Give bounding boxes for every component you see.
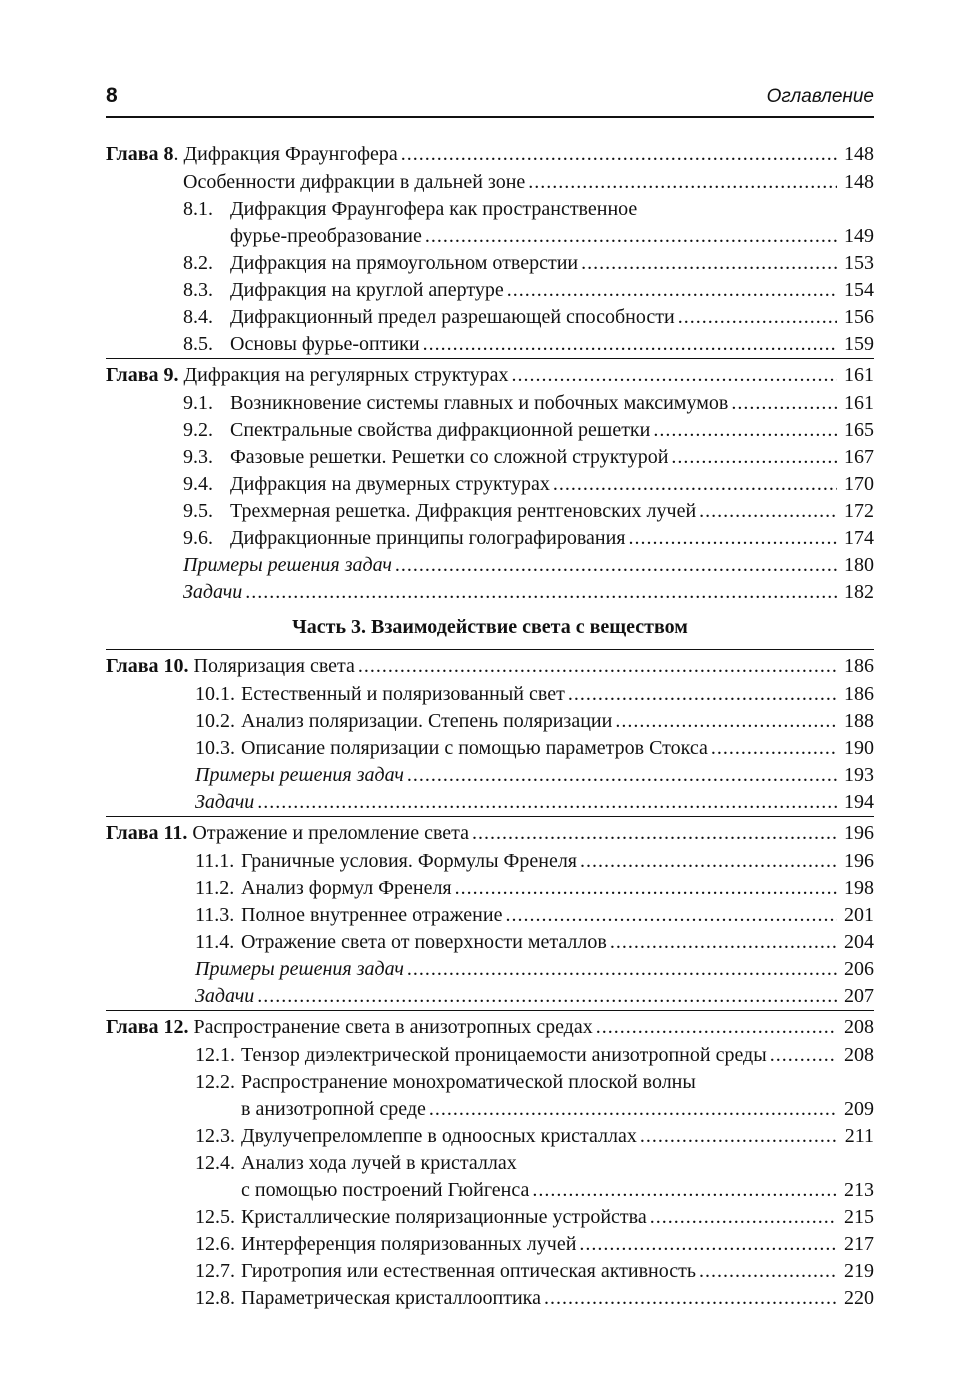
page-ref: 148: [844, 171, 874, 193]
entry-title: Полное внутреннее отражение: [241, 904, 503, 926]
page-ref: 186: [844, 683, 874, 705]
page-ref: 193: [844, 764, 874, 786]
dot-leader: [505, 902, 837, 929]
dot-leader: [699, 498, 837, 525]
entry-title: Анализ поляризации. Степень поляризации: [241, 710, 613, 732]
dot-leader: [528, 169, 837, 196]
section-number: 12.7.: [195, 1260, 235, 1282]
chapter-12-entry[interactable]: [106, 1011, 874, 1042]
toc-entry[interactable]: [106, 1042, 874, 1069]
page-ref: 154: [844, 279, 874, 301]
entry-title: Дифракционные принципы голографирования: [230, 527, 626, 549]
page-ref: 215: [844, 1206, 874, 1228]
entry-title: Анализ хода лучей в кристаллах: [241, 1152, 517, 1174]
section-number: 10.2.: [195, 710, 235, 732]
chapter-label: Глава 12.: [106, 1016, 189, 1038]
toc-entry[interactable]: [106, 1285, 874, 1312]
section-number: 12.1.: [195, 1044, 235, 1066]
page-ref: 204: [844, 931, 874, 953]
toc-entry-continued[interactable]: [106, 1096, 874, 1123]
chapter-label: Глава 9.: [106, 364, 179, 386]
dot-leader: [699, 1258, 837, 1285]
entry-title: Особенности дифракции в дальней зоне: [183, 171, 526, 193]
page-ref: 170: [844, 473, 874, 495]
section-number: 12.6.: [195, 1233, 235, 1255]
dot-leader: [596, 1013, 837, 1042]
toc-entry-problems[interactable]: [106, 983, 874, 1010]
toc-entry[interactable]: [106, 277, 874, 304]
dot-leader: [553, 471, 837, 498]
dot-leader: [629, 525, 837, 552]
page-ref: 209: [844, 1098, 874, 1120]
running-head: Оглавление: [766, 86, 874, 107]
page-ref: 153: [844, 252, 874, 274]
entry-title: Задачи: [195, 791, 255, 813]
toc-entry[interactable]: [106, 525, 874, 552]
page-ref: 213: [844, 1179, 874, 1201]
page-ref: 188: [844, 710, 874, 732]
page-ref: 161: [844, 364, 874, 386]
toc-entry[interactable]: [106, 875, 874, 902]
dot-leader: [579, 1231, 837, 1258]
entry-title: Распространение монохроматической плоской волны: [241, 1071, 696, 1093]
page-ref: 190: [844, 737, 874, 759]
section-number: 8.1.: [183, 198, 213, 220]
dot-leader: [640, 1123, 837, 1150]
section-number: 12.3.: [195, 1125, 235, 1147]
entry-title: Дифракция Фраунгофера как пространственное: [230, 198, 638, 220]
entry-title: Фазовые решетки. Решетки со сложной структурой: [230, 446, 669, 468]
dot-leader: [671, 444, 837, 471]
section-number: 8.5.: [183, 333, 213, 355]
section-number: 11.4.: [195, 931, 235, 953]
section-number: 12.5.: [195, 1206, 235, 1228]
entry-title: Задачи: [195, 985, 255, 1007]
toc-entry[interactable]: [106, 681, 874, 708]
chapter-title: . Дифракция Фраунгофера: [173, 143, 398, 165]
entry-title: Гиротропия или естественная оптическая активность: [241, 1260, 696, 1282]
dot-leader: [512, 361, 837, 390]
toc-entry[interactable]: [106, 1231, 874, 1258]
dot-leader: [711, 735, 837, 762]
toc-entry[interactable]: [106, 471, 874, 498]
chapter-11-entry[interactable]: [106, 817, 874, 848]
dot-leader: [581, 250, 837, 277]
chapter-title: Дифракция на регулярных структурах: [178, 364, 509, 386]
chapter-title: Отражение и преломление света: [187, 822, 470, 844]
dot-leader: [610, 929, 837, 956]
page-ref: 159: [844, 333, 874, 355]
toc-entry-problems[interactable]: [106, 579, 874, 606]
toc-entry[interactable]: [106, 1150, 874, 1177]
toc-entry-examples[interactable]: [106, 552, 874, 579]
dot-leader: [472, 819, 837, 848]
page-ref: 206: [844, 958, 874, 980]
toc-entry[interactable]: [106, 1069, 874, 1096]
toc-entry[interactable]: [106, 304, 874, 331]
section-number: 9.1.: [183, 392, 213, 414]
page-ref: 211: [844, 1125, 874, 1147]
page-ref: 217: [844, 1233, 874, 1255]
dot-leader: [455, 875, 837, 902]
section-number: 12.4.: [195, 1152, 235, 1174]
dot-leader: [407, 956, 837, 983]
dot-leader: [358, 652, 837, 681]
entry-title: Естественный и поляризованный свет: [241, 683, 565, 705]
entry-title: Граничные условия. Формулы Френеля: [241, 850, 577, 872]
section-number: 8.4.: [183, 306, 213, 328]
entry-title: Примеры решения задач: [195, 764, 404, 786]
dot-leader: [653, 417, 837, 444]
page-ref: 201: [844, 904, 874, 926]
chapter-9: [106, 358, 874, 606]
chapter-8-entry[interactable]: [106, 138, 874, 169]
toc-entry[interactable]: [106, 708, 874, 735]
page-ref: 165: [844, 419, 874, 441]
page-ref: 186: [844, 655, 874, 677]
section-number: 9.5.: [183, 500, 213, 522]
chapter-11: [106, 816, 874, 1010]
toc-entry-continued[interactable]: [106, 1177, 874, 1204]
entry-title: Описание поляризации с помощью параметров Стокса: [241, 737, 708, 759]
dot-leader: [507, 277, 837, 304]
dot-leader: [257, 789, 837, 816]
entry-title: Тензор диэлектрической проницаемости анизотропной среды: [241, 1044, 767, 1066]
chapter-title: Поляризация света: [188, 655, 355, 677]
section-number: 8.3.: [183, 279, 213, 301]
entry-title: Интерференция поляризованных лучей: [241, 1233, 577, 1255]
page-ref: 182: [844, 581, 874, 603]
chapter-8: [106, 138, 874, 358]
section-number: 9.4.: [183, 473, 213, 495]
toc-entry[interactable]: [106, 929, 874, 956]
dot-leader: [615, 708, 837, 735]
page-ref: 148: [844, 143, 874, 165]
dot-leader: [245, 579, 837, 606]
page-ref: 208: [844, 1044, 874, 1066]
page-ref: 172: [844, 500, 874, 522]
section-number: 9.3.: [183, 446, 213, 468]
page-ref: 194: [844, 791, 874, 813]
toc-entry-continued[interactable]: [106, 223, 874, 250]
dot-leader: [544, 1285, 837, 1312]
chapter-10: [106, 649, 874, 816]
toc-entry[interactable]: [106, 1123, 874, 1150]
entry-title: Основы фурье-оптики: [230, 333, 420, 355]
chapter-9-entry[interactable]: [106, 359, 874, 390]
entry-title: Двулучепреломлеппе в одноосных кристаллах: [241, 1125, 637, 1147]
toc-entry[interactable]: [106, 498, 874, 525]
entry-title: Дифракция на прямоугольном отверстии: [230, 252, 579, 274]
section-number: 9.6.: [183, 527, 213, 549]
toc-entry-examples[interactable]: [106, 956, 874, 983]
entry-title-cont: с помощью построений Гюйгенса: [241, 1179, 530, 1201]
entry-title: Возникновение системы главных и побочных максимумов: [230, 392, 729, 414]
section-number: 10.3.: [195, 737, 235, 759]
page-ref: 156: [844, 306, 874, 328]
dot-leader: [650, 1204, 837, 1231]
page-ref: 180: [844, 554, 874, 576]
entry-title: Анализ формул Френеля: [241, 877, 452, 899]
toc-entry[interactable]: [106, 417, 874, 444]
entry-title: Трехмерная решетка. Дифракция рентгеновских лучей: [230, 500, 697, 522]
toc-entry[interactable]: [106, 1258, 874, 1285]
dot-leader: [678, 304, 837, 331]
dot-leader: [401, 140, 837, 169]
entry-title: Кристаллические поляризационные устройства: [241, 1206, 647, 1228]
section-number: 10.1.: [195, 683, 235, 705]
dot-leader: [770, 1042, 837, 1069]
section-number: 11.1.: [195, 850, 235, 872]
section-number: 9.2.: [183, 419, 213, 441]
dot-leader: [395, 552, 837, 579]
page-ref: 161: [844, 392, 874, 414]
chapter-label: Глава 8: [106, 143, 174, 165]
dot-leader: [580, 848, 837, 875]
toc-entry-problems[interactable]: [106, 789, 874, 816]
page-ref: 174: [844, 527, 874, 549]
entry-title: Задачи: [183, 581, 243, 603]
dot-leader: [568, 681, 837, 708]
toc-entry[interactable]: [106, 848, 874, 875]
page-ref: 198: [844, 877, 874, 899]
entry-title: Примеры решения задач: [183, 554, 392, 576]
toc-entry[interactable]: [106, 331, 874, 358]
entry-title-cont: в анизотропной среде: [241, 1098, 426, 1120]
chapter-title: Распространение света в анизотропных средах: [188, 1016, 593, 1038]
chapter-12: [106, 1010, 874, 1312]
chapter-label: Глава 10.: [106, 655, 189, 677]
page-ref: 167: [844, 446, 874, 468]
chapter-10-entry[interactable]: [106, 650, 874, 681]
toc-entry[interactable]: [106, 169, 874, 196]
chapter-label: Глава 11.: [106, 822, 188, 844]
toc-entry[interactable]: [106, 735, 874, 762]
page-ref: 196: [844, 822, 874, 844]
toc-entry-examples[interactable]: [106, 762, 874, 789]
entry-title: Дифракция на круглой апертуре: [230, 279, 504, 301]
page-ref: 207: [844, 985, 874, 1007]
page-ref: 220: [844, 1287, 874, 1309]
entry-title: Параметрическая кристаллооптика: [241, 1287, 541, 1309]
toc-entry[interactable]: [106, 1204, 874, 1231]
dot-leader: [257, 983, 837, 1010]
entry-title: Отражение света от поверхности металлов: [241, 931, 607, 953]
toc-entry[interactable]: [106, 902, 874, 929]
section-number: 11.3.: [195, 904, 235, 926]
entry-title: Примеры решения задач: [195, 958, 404, 980]
entry-title-cont: фурье-преобразование: [230, 225, 422, 247]
dot-leader: [407, 762, 837, 789]
section-number: 8.2.: [183, 252, 213, 274]
part-3-heading: Часть 3. Взаимодействие света с веществом: [292, 616, 688, 638]
dot-leader: [731, 390, 837, 417]
dot-leader: [425, 223, 837, 250]
toc-entry[interactable]: [106, 390, 874, 417]
dot-leader: [423, 331, 837, 358]
dot-leader: [532, 1177, 837, 1204]
entry-title: Дифракция на двумерных структурах: [230, 473, 550, 495]
toc-entry[interactable]: [106, 444, 874, 471]
page-ref: 208: [844, 1016, 874, 1038]
entry-title: Дифракционный предел разрешающей способности: [230, 306, 675, 328]
toc-entry[interactable]: [106, 196, 874, 223]
page-ref: 219: [844, 1260, 874, 1282]
section-number: 11.2.: [195, 877, 235, 899]
dot-leader: [429, 1096, 837, 1123]
page-number: 8: [106, 84, 118, 107]
page-header: [106, 84, 874, 118]
page-ref: 149: [844, 225, 874, 247]
table-of-contents: [106, 138, 874, 1312]
toc-entry[interactable]: [106, 250, 874, 277]
section-number: 12.2.: [195, 1071, 235, 1093]
section-number: 12.8.: [195, 1287, 235, 1309]
entry-title: Спектральные свойства дифракционной решетки: [230, 419, 651, 441]
page-ref: 196: [844, 850, 874, 872]
